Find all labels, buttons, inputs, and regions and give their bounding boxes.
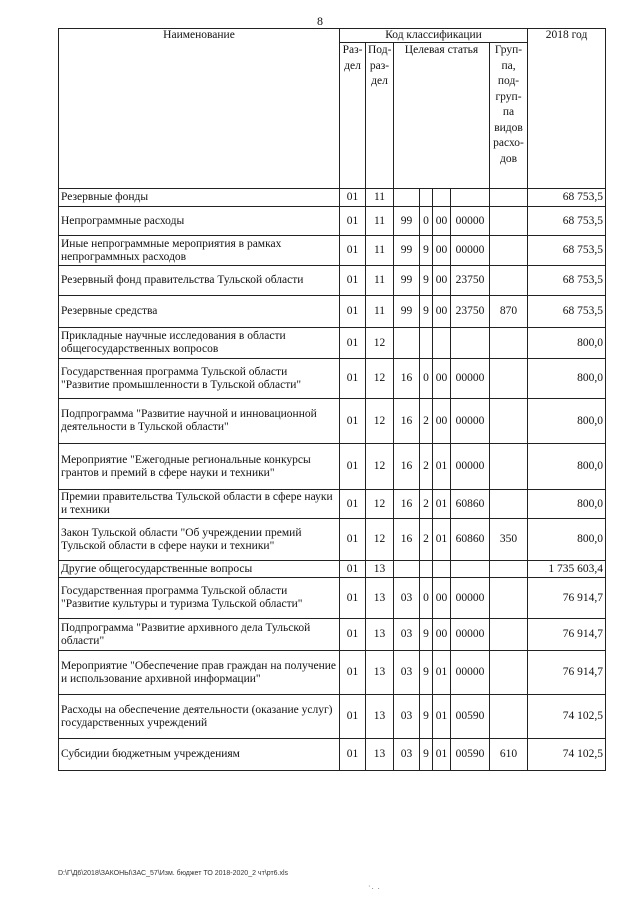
row-subprogram	[420, 561, 433, 578]
row-subprogram: 9	[420, 266, 433, 296]
row-amount: 74 102,5	[528, 695, 606, 739]
row-program: 03	[394, 578, 420, 619]
row-name: Резервные средства	[59, 296, 340, 328]
row-expense-group	[490, 490, 528, 519]
row-section: 01	[340, 651, 366, 695]
budget-table	[58, 28, 606, 771]
row-name: Мероприятие "Обеспечение прав граждан на получение и использование архивной информации"	[59, 651, 340, 695]
row-expense-group	[490, 236, 528, 266]
row-name: Непрограммные расходы	[59, 207, 340, 236]
row-expense-group	[490, 328, 528, 359]
row-subsection: 13	[366, 561, 394, 578]
row-section: 01	[340, 444, 366, 490]
row-program: 16	[394, 359, 420, 399]
row-expense-group	[490, 561, 528, 578]
row-direction: 23750	[451, 296, 490, 328]
row-section: 01	[340, 490, 366, 519]
row-amount: 76 914,7	[528, 578, 606, 619]
row-name: Государственная программа Тульской области "Развитие культуры и туризма Тульской области"	[59, 578, 340, 619]
row-section: 01	[340, 739, 366, 771]
header-expense-group: Груп-па, под-груп-па видов расхо-дов	[490, 43, 528, 189]
row-activity: 00	[433, 266, 451, 296]
row-expense-group: 350	[490, 519, 528, 561]
row-direction	[451, 561, 490, 578]
row-expense-group	[490, 359, 528, 399]
row-section: 01	[340, 296, 366, 328]
row-activity: 01	[433, 651, 451, 695]
row-program: 16	[394, 444, 420, 490]
row-activity: 00	[433, 619, 451, 651]
table-row	[59, 578, 606, 619]
row-amount: 76 914,7	[528, 619, 606, 651]
table-row	[59, 236, 606, 266]
table-row	[59, 651, 606, 695]
row-direction: 23750	[451, 266, 490, 296]
row-direction: 60860	[451, 519, 490, 561]
table-row	[59, 739, 606, 771]
row-subprogram: 2	[420, 490, 433, 519]
row-direction: 00000	[451, 359, 490, 399]
row-amount: 800,0	[528, 328, 606, 359]
row-expense-group	[490, 399, 528, 444]
row-program: 99	[394, 266, 420, 296]
row-subprogram: 0	[420, 359, 433, 399]
row-amount: 68 753,5	[528, 266, 606, 296]
table-row	[59, 695, 606, 739]
row-program: 16	[394, 399, 420, 444]
header-name: Наименование	[59, 29, 340, 189]
row-activity: 01	[433, 695, 451, 739]
row-expense-group	[490, 651, 528, 695]
table-row	[59, 207, 606, 236]
row-activity	[433, 561, 451, 578]
row-expense-group	[490, 266, 528, 296]
row-subsection: 12	[366, 444, 394, 490]
file-path-footer: D:\Г\Д6\2018\ЗАКОНЫ\ЗАС_57\Изм. бюджет ТО 2018-2020_2 чт\рт6.xls	[58, 870, 289, 877]
row-name: Резервные фонды	[59, 189, 340, 207]
row-section: 01	[340, 561, 366, 578]
row-name: Закон Тульской области "Об учреждении премий Тульской области в сфере науки и техники"	[59, 519, 340, 561]
table-row	[59, 399, 606, 444]
row-activity: 01	[433, 739, 451, 771]
row-section: 01	[340, 266, 366, 296]
row-expense-group: 870	[490, 296, 528, 328]
row-direction	[451, 189, 490, 207]
table-row	[59, 490, 606, 519]
row-activity: 00	[433, 236, 451, 266]
row-amount: 800,0	[528, 519, 606, 561]
row-amount: 1 735 603,4	[528, 561, 606, 578]
row-direction: 60860	[451, 490, 490, 519]
row-name: Прикладные научные исследования в области общегосударственных вопросов	[59, 328, 340, 359]
row-section: 01	[340, 328, 366, 359]
row-activity	[433, 328, 451, 359]
row-direction: 00000	[451, 399, 490, 444]
row-subsection: 13	[366, 651, 394, 695]
header-code: Код классификации	[340, 29, 528, 43]
row-activity: 00	[433, 578, 451, 619]
row-activity: 00	[433, 399, 451, 444]
row-name: Мероприятие "Ежегодные региональные конкурсы грантов и премий в сфере науки и техники"	[59, 444, 340, 490]
row-amount: 68 753,5	[528, 207, 606, 236]
row-expense-group	[490, 695, 528, 739]
row-subsection: 12	[366, 519, 394, 561]
row-name: Премии правительства Тульской области в сфере науки и техники	[59, 490, 340, 519]
row-subprogram: 9	[420, 651, 433, 695]
row-direction	[451, 328, 490, 359]
row-activity: 00	[433, 296, 451, 328]
row-section: 01	[340, 359, 366, 399]
table-row	[59, 189, 606, 207]
row-subprogram: 2	[420, 519, 433, 561]
row-program: 99	[394, 236, 420, 266]
header-section: Раз-дел	[340, 43, 366, 189]
row-direction: 00000	[451, 444, 490, 490]
row-direction: 00000	[451, 651, 490, 695]
row-name: Подпрограмма "Развитие научной и инновационной деятельности в Тульской области"	[59, 399, 340, 444]
row-subsection: 12	[366, 490, 394, 519]
row-subprogram	[420, 189, 433, 207]
row-program: 03	[394, 651, 420, 695]
row-name: Резервный фонд правительства Тульской области	[59, 266, 340, 296]
table-row	[59, 444, 606, 490]
row-amount: 68 753,5	[528, 189, 606, 207]
row-direction: 00000	[451, 207, 490, 236]
row-amount: 800,0	[528, 359, 606, 399]
table-row	[59, 619, 606, 651]
row-expense-group	[490, 578, 528, 619]
row-direction: 00000	[451, 578, 490, 619]
row-subsection: 13	[366, 739, 394, 771]
row-program: 03	[394, 695, 420, 739]
row-activity: 00	[433, 359, 451, 399]
row-section: 01	[340, 578, 366, 619]
row-subsection: 11	[366, 236, 394, 266]
row-program	[394, 189, 420, 207]
table-row	[59, 359, 606, 399]
row-subsection: 11	[366, 296, 394, 328]
row-amount: 68 753,5	[528, 296, 606, 328]
page-number: 8	[317, 14, 323, 28]
row-program	[394, 561, 420, 578]
row-name: Другие общегосударственные вопросы	[59, 561, 340, 578]
row-subsection: 12	[366, 359, 394, 399]
row-amount: 800,0	[528, 444, 606, 490]
row-expense-group	[490, 189, 528, 207]
row-subsection: 11	[366, 266, 394, 296]
row-subprogram: 2	[420, 444, 433, 490]
row-amount: 800,0	[528, 490, 606, 519]
row-program: 16	[394, 519, 420, 561]
row-subprogram	[420, 328, 433, 359]
row-activity	[433, 189, 451, 207]
row-subprogram: 9	[420, 236, 433, 266]
row-amount: 68 753,5	[528, 236, 606, 266]
row-direction: 00590	[451, 739, 490, 771]
row-expense-group	[490, 444, 528, 490]
table-row	[59, 296, 606, 328]
row-subprogram: 0	[420, 578, 433, 619]
table-row	[59, 519, 606, 561]
row-subsection: 13	[366, 695, 394, 739]
row-subsection: 12	[366, 399, 394, 444]
row-subprogram: 9	[420, 695, 433, 739]
table-row	[59, 266, 606, 296]
header-row-top	[59, 29, 606, 43]
row-section: 01	[340, 207, 366, 236]
header-subsection: Под-раз-дел	[366, 43, 394, 189]
row-expense-group	[490, 207, 528, 236]
row-program: 03	[394, 619, 420, 651]
row-direction: 00000	[451, 236, 490, 266]
row-subprogram: 9	[420, 296, 433, 328]
row-subsection: 11	[366, 207, 394, 236]
row-section: 01	[340, 399, 366, 444]
header-target: Целевая статья	[394, 43, 490, 189]
row-program: 03	[394, 739, 420, 771]
row-name: Субсидии бюджетным учреждениям	[59, 739, 340, 771]
row-program: 16	[394, 490, 420, 519]
row-name: Подпрограмма "Развитие архивного дела Тульской области"	[59, 619, 340, 651]
row-name: Иные непрограммные мероприятия в рамках непрограммных расходов	[59, 236, 340, 266]
row-program: 99	[394, 207, 420, 236]
row-section: 01	[340, 619, 366, 651]
row-expense-group	[490, 619, 528, 651]
row-name: Государственная программа Тульской области "Развитие промышленности в Тульской области"	[59, 359, 340, 399]
row-amount: 76 914,7	[528, 651, 606, 695]
row-expense-group: 610	[490, 739, 528, 771]
table-row	[59, 561, 606, 578]
table-body	[59, 189, 606, 771]
row-section: 01	[340, 236, 366, 266]
row-activity: 01	[433, 490, 451, 519]
row-subprogram: 0	[420, 207, 433, 236]
row-activity: 01	[433, 519, 451, 561]
row-activity: 00	[433, 207, 451, 236]
row-activity: 01	[433, 444, 451, 490]
row-program: 99	[394, 296, 420, 328]
row-direction: 00000	[451, 619, 490, 651]
row-section: 01	[340, 189, 366, 207]
row-section: 01	[340, 519, 366, 561]
row-subprogram: 2	[420, 399, 433, 444]
row-subprogram: 9	[420, 739, 433, 771]
header-year: 2018 год	[528, 29, 606, 189]
row-program	[394, 328, 420, 359]
row-subprogram: 9	[420, 619, 433, 651]
row-amount: 800,0	[528, 399, 606, 444]
row-subsection: 11	[366, 189, 394, 207]
scan-mark: ·. .	[368, 882, 381, 891]
row-name: Расходы на обеспечение деятельности (оказание услуг) государственных учреждений	[59, 695, 340, 739]
row-subsection: 12	[366, 328, 394, 359]
row-subsection: 13	[366, 578, 394, 619]
row-subsection: 13	[366, 619, 394, 651]
row-amount: 74 102,5	[528, 739, 606, 771]
row-direction: 00590	[451, 695, 490, 739]
row-section: 01	[340, 695, 366, 739]
table-row	[59, 328, 606, 359]
